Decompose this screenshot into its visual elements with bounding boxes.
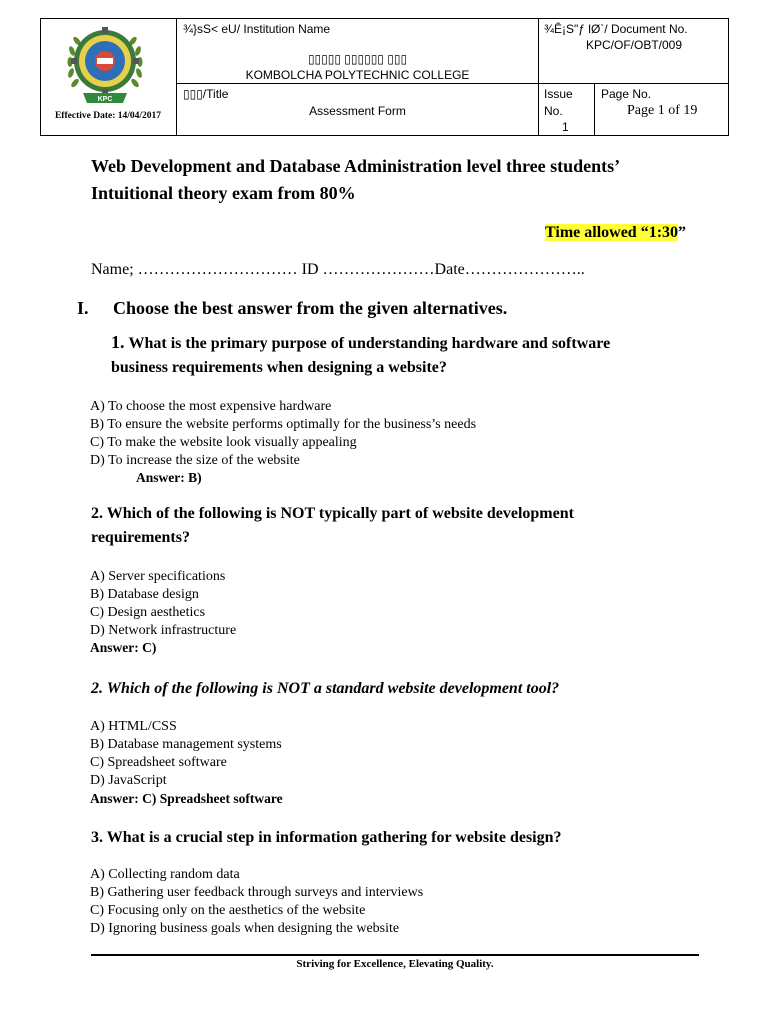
question-3-options	[90, 718, 282, 790]
document-no-label: ¾Ê¡S"ƒ lØ`/ Document No.	[544, 22, 688, 36]
form-title: Assessment Form	[309, 104, 406, 118]
college-logo	[45, 23, 165, 109]
option-b: B) Database design	[90, 587, 199, 602]
option-d: D) Ignoring business goals when designing the website	[90, 921, 400, 936]
question-text: 2. Which of the following is NOT a standard website development tool?	[91, 680, 560, 697]
exam-title-line: Web Development and Database Administration level three students’	[91, 156, 621, 176]
question-text: business requirements when designing a website?	[111, 359, 447, 376]
question-3	[91, 677, 711, 701]
option-a: A) HTML/CSS	[90, 719, 177, 734]
time-allowed	[545, 224, 686, 242]
time-allowed-highlight: Time allowed “1:30	[545, 224, 679, 241]
question-2-answer: Answer: C)	[90, 640, 157, 655]
option-a: A) Collecting random data	[90, 867, 240, 882]
document-no: KPC/OF/OBT/009	[585, 38, 683, 52]
question-text: requirements?	[91, 529, 190, 546]
option-b: B) To ensure the website performs optimally for the business’s needs	[90, 417, 477, 432]
footer-divider	[91, 954, 699, 956]
option-c: C) Spreadsheet software	[90, 755, 227, 770]
option-d: D) JavaScript	[90, 773, 167, 788]
header-divider	[176, 83, 728, 84]
option-d: D) Network infrastructure	[90, 623, 237, 638]
exam-title-line: Intuitional theory exam from 80%	[91, 183, 356, 203]
option-d: D) To increase the size of the website	[90, 453, 300, 468]
footer-slogan: Striving for Excellence, Elevating Quality.	[296, 958, 494, 970]
section-title: Choose the best answer from the given alternatives.	[113, 298, 508, 318]
question-1-answer: Answer: B)	[136, 470, 202, 485]
option-c: C) Design aesthetics	[90, 605, 206, 620]
question-4-options	[90, 866, 423, 938]
issue-no: 1	[562, 120, 569, 134]
question-1	[111, 330, 711, 380]
student-info-line: Name; ………………………… ID …………………Date…………………..	[91, 261, 585, 278]
title-label: ▯▯▯/Title	[183, 87, 229, 101]
svg-text:KPC: KPC	[97, 96, 113, 103]
issue-label: Issue	[544, 87, 573, 101]
section-number: I.	[77, 298, 89, 318]
time-allowed-close-quote: ”	[678, 224, 687, 241]
question-text: 3. What is a crucial step in information gathering for website design?	[91, 829, 562, 846]
option-c: C) Focusing only on the aesthetics of the website	[90, 903, 366, 918]
page-label: Page No.	[601, 87, 652, 101]
question-text: What is the primary purpose of understanding hardware and software	[128, 335, 611, 352]
institution-name: KOMBOLCHA POLYTECHNIC COLLEGE	[245, 68, 470, 82]
institution-label: ¾}sS< eU/ Institution Name	[183, 22, 331, 36]
issue-no-label: No.	[544, 104, 563, 118]
question-3-answer: Answer: C) Spreadsheet software	[90, 791, 283, 806]
institution-amharic: ▯▯▯▯▯ ▯▯▯▯▯▯ ▯▯▯	[307, 52, 408, 66]
option-a: A) To choose the most expensive hardware	[90, 399, 332, 414]
effective-date: Effective Date: 14/04/2017	[54, 111, 162, 121]
option-a: A) Server specifications	[90, 569, 226, 584]
question-text: 2. Which of the following is NOT typically part of website development	[91, 505, 574, 522]
header-divider	[594, 83, 595, 135]
page-number: Page 1 of 19	[627, 103, 698, 118]
document-header-table	[40, 18, 729, 136]
option-b: B) Gathering user feedback through surveys and interviews	[90, 885, 424, 900]
option-c: C) To make the website look visually appealing	[90, 435, 357, 450]
question-1-options	[90, 398, 476, 470]
question-2	[91, 502, 711, 550]
question-4	[91, 826, 711, 850]
question-2-options	[90, 568, 236, 640]
header-divider	[538, 19, 539, 135]
question-number: 1.	[111, 332, 125, 352]
exam-title	[91, 153, 711, 207]
option-b: B) Database management systems	[90, 737, 282, 752]
